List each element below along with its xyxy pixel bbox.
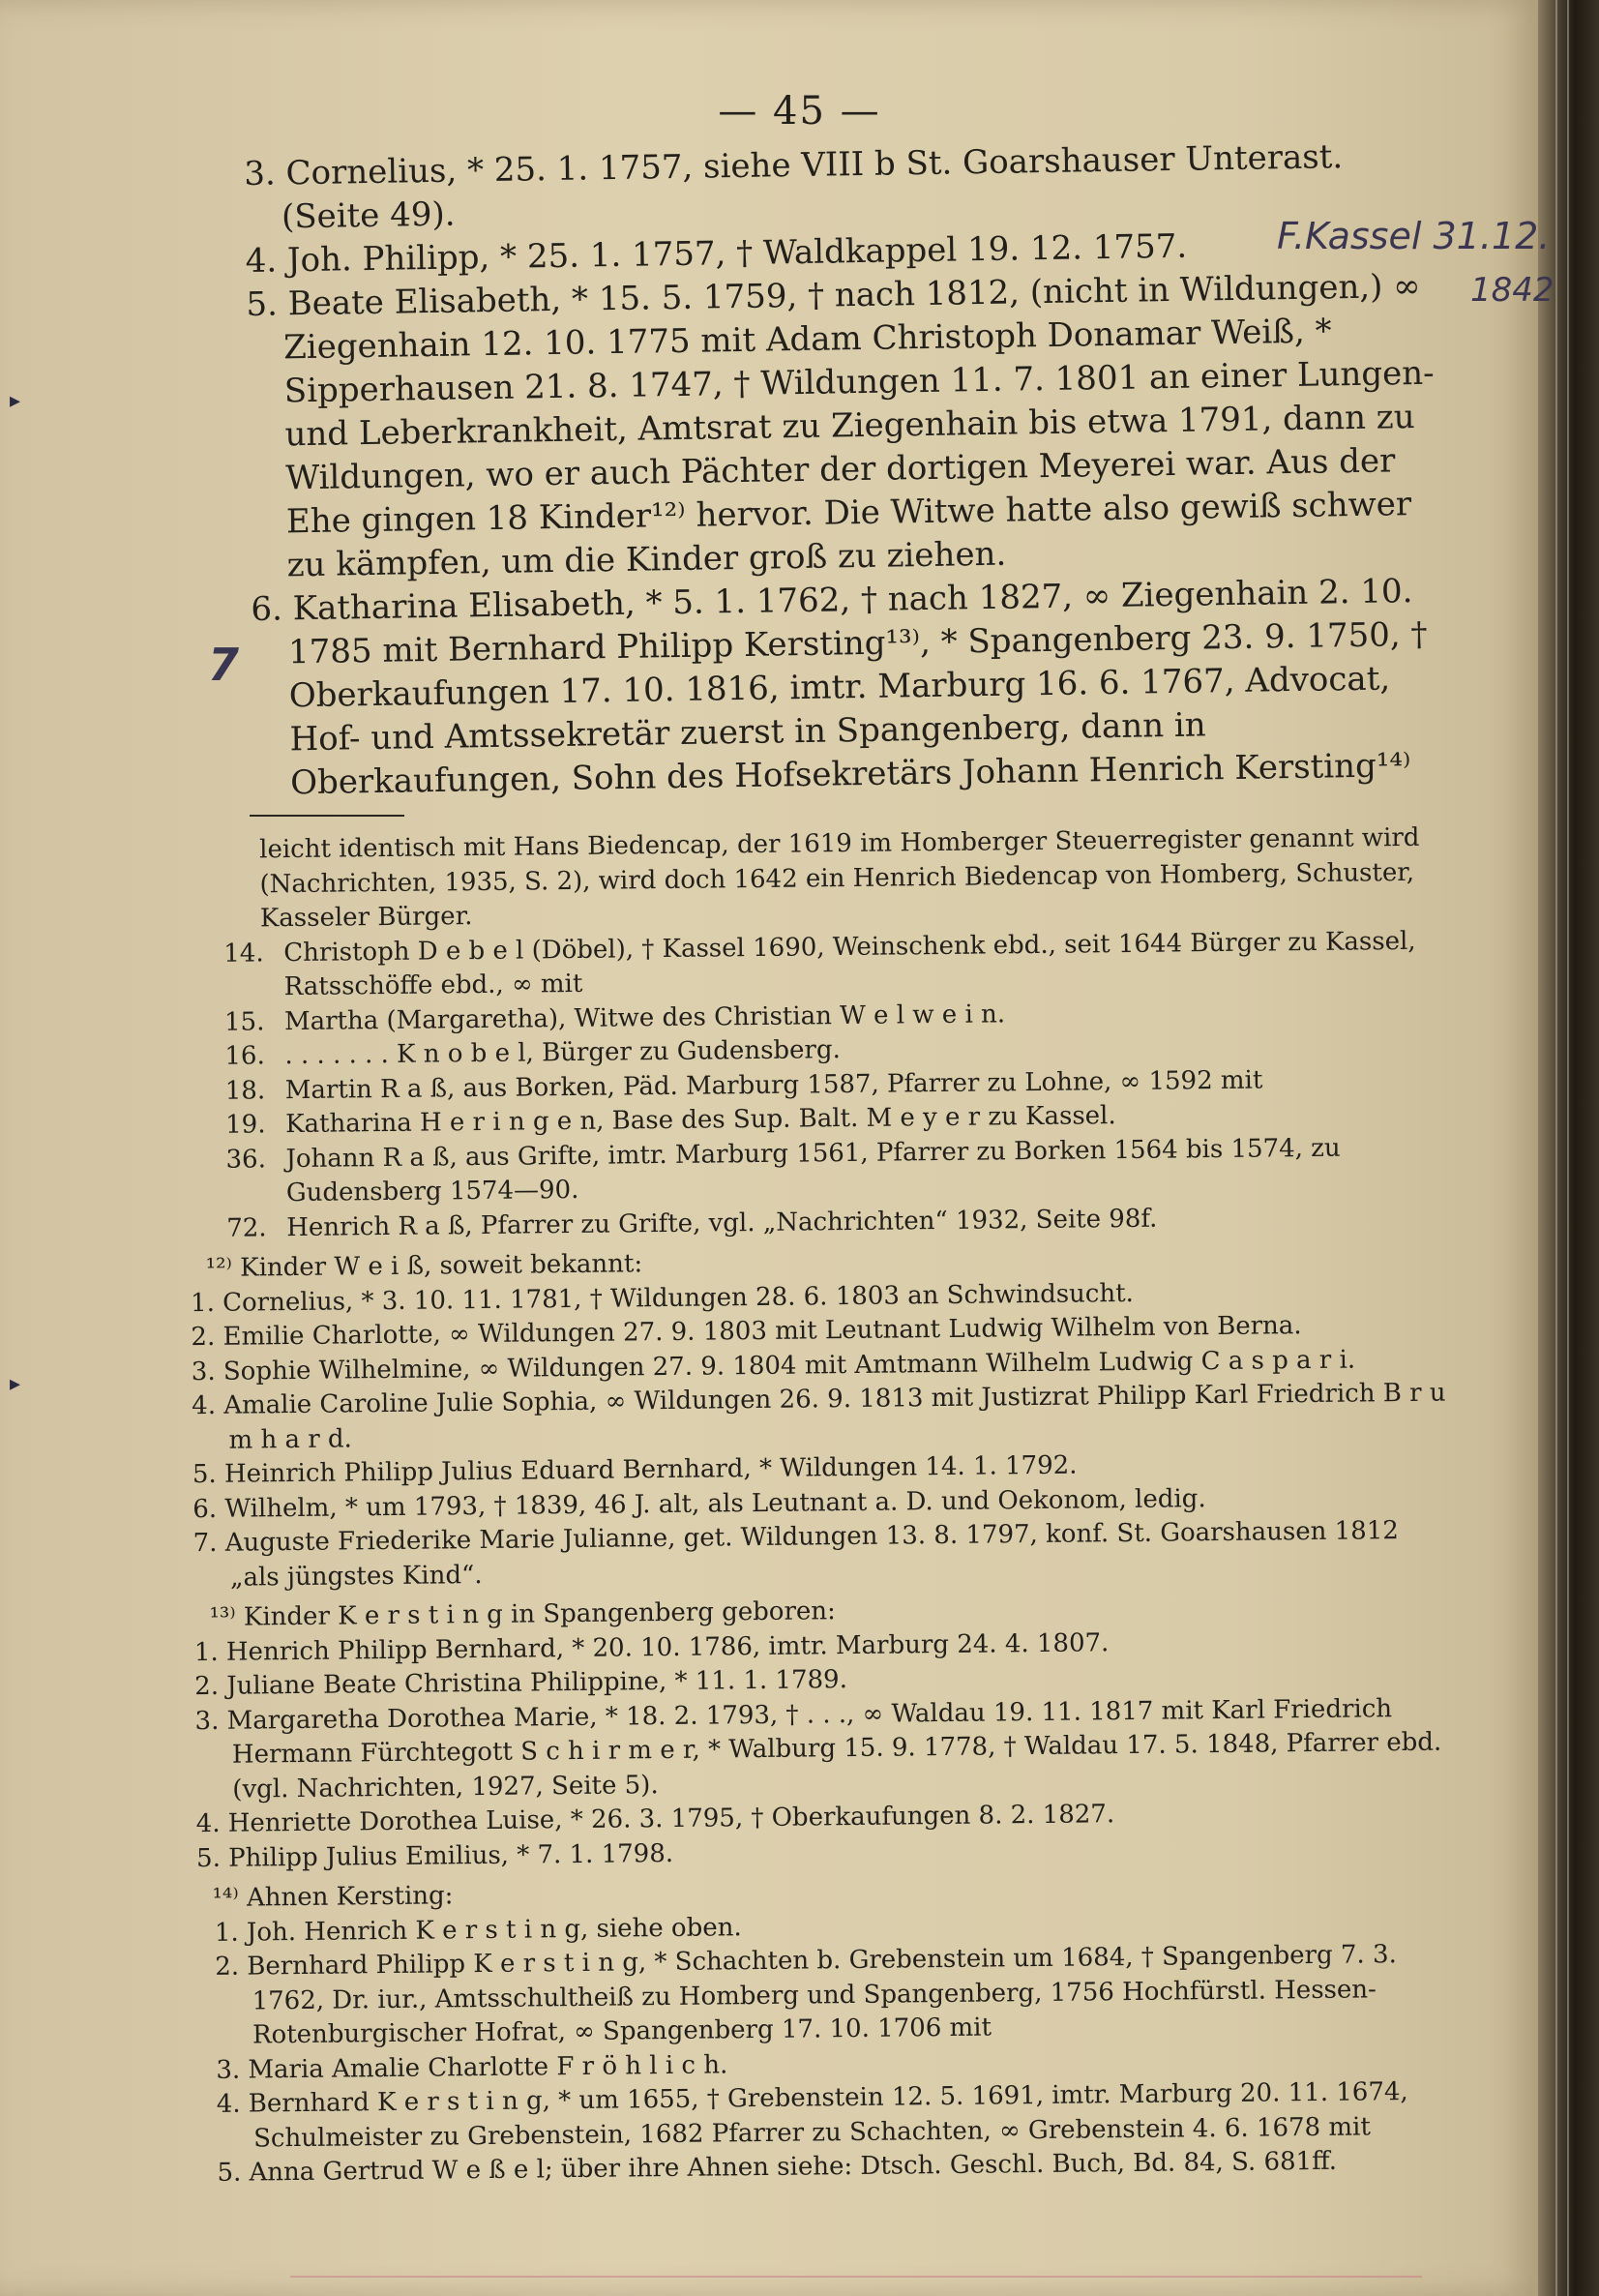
- ancestor-text: Martha (Margaretha), Witwe des Christian W e l w e i n.: [283, 999, 1006, 1036]
- footnote-12-heading: ¹²⁾ Kinder W e i ß, soweit bekannt:: [205, 1249, 643, 1283]
- footnote-13-item: 2. Juliane Beate Christina Philippine, * 11. 1. 1789.: [194, 1665, 848, 1702]
- footnote-13-item: 4. Henriette Dorothea Luise, * 26. 3. 1795, † Oberkaufungen 8. 2. 1827.: [195, 1800, 1115, 1839]
- ancestor-row: [204, 1130, 1445, 1211]
- footnote-14-item: 1. Joh. Henrich K e r s t i n g, siehe oben.: [214, 1912, 742, 1948]
- footnotes: [190, 821, 1456, 2192]
- book-gutter: [1538, 0, 1599, 2296]
- footnote-14-item: 4. Bernhard K e r s t i n g, * um 1655, † Grebenstein 12. 5. 1691, imtr. Marburg 20. 11. 1674, Schulmeister zu Grebenstein, 1682 Pfarrer zu Schachten, ∞ Grebenstein 4. 6. 1678 mit: [216, 2077, 1408, 2154]
- footnote-12-item: 2. Emilie Charlotte, ∞ Wildungen 27. 9. 1803 mit Leutnant Ludwig Wilhelm von Berna.: [191, 1311, 1302, 1353]
- footnote-12-item: 3. Sophie Wilhelmine, ∞ Wildungen 27. 9. 1804 mit Amtmann Wilhelm Ludwig C a s p a r i.: [191, 1345, 1356, 1387]
- handwritten-note-death-place: F.Kassel 31.12.: [1277, 215, 1551, 257]
- ancestor-number: 16.: [224, 1041, 265, 1071]
- footnote-13-item: 3. Margaretha Dorothea Marie, * 18. 2. 1793, † . . ., ∞ Waldau 19. 11. 1817 mit Karl Friedrich Hermann Fürchtegott S c h i r m e r, * Walburg 15. 9. 1778, † Waldau 17. 5. 1848, Pfarrer ebd. (vgl. Nachrichten, 1927, Seite 5).: [194, 1693, 1442, 1804]
- entry-5: 5. Beate Elisabeth, * 15. 5. 1759, † nach 1812, (nicht in Wildungen,) ∞ Ziegenhain 12. 10. 1775 mit Adam Christoph Donamar Weiß, * Sipperhausen 21. 8. 1747, † Wildungen 11. 7. 1801 an einer Lungen- und Leberkrankheit, Amtsrat zu Ziegenhain bis etwa 1791, dann zu Wildungen, wo er auch Pächter der dortigen Meyerei war. Aus der Ehe gingen 18 Kinder¹²⁾ hervor. Die Witwe hatte also gewiß schwer zu kämpfen, um die Kinder groß zu ziehen.: [246, 266, 1435, 585]
- footnote-13-item: 5. Philipp Julius Emilius, * 7. 1. 1798.: [195, 1838, 674, 1873]
- ancestor-text: . . . . . . . K n o b e l, Bürger zu Gudensberg.: [284, 1035, 841, 1071]
- entry-4: 4. Joh. Philipp, * 25. 1. 1757, † Waldkappel 19. 12. 1757.: [245, 226, 1188, 281]
- footnote-13-heading: ¹³⁾ Kinder K e r s t i n g in Spangenberg geboren:: [209, 1596, 836, 1632]
- ancestor-number: 72.: [226, 1212, 267, 1243]
- page-edge-line: [1567, 0, 1569, 2296]
- ancestor-number: 36.: [225, 1144, 267, 1175]
- ancestor-number: 14.: [223, 938, 264, 969]
- ancestor-text: Katharina H e r i n g e n, Base des Sup. Balt. M e y e r zu Kassel.: [284, 1101, 1116, 1140]
- footnote-14-item: 3. Maria Amalie Charlotte F r ö h l i c h.: [216, 2049, 728, 2085]
- ancestor-row: [202, 924, 1443, 1005]
- footnote-12-item: 7. Auguste Friederike Marie Julianne, get. Wildungen 13. 8. 1797, konf. St. Goarshausen 1812 „als jüngstes Kind“.: [192, 1516, 1399, 1593]
- ancestor-number: 18.: [224, 1075, 266, 1106]
- footnote-12-item: 5. Heinrich Philipp Julius Eduard Bernhard, * Wildungen 14. 1. 1792.: [192, 1450, 1078, 1490]
- handwritten-note-year: 1842: [1470, 271, 1555, 310]
- ancestor-number: 15.: [223, 1006, 265, 1037]
- ancestor-text: Martin R a ß, aus Borken, Päd. Marburg 1587, Pfarrer zu Lohne, ∞ 1592 mit: [284, 1065, 1263, 1105]
- footnote-14-item: 2. Bernhard Philipp K e r s t i n g, * Schachten b. Grebenstein um 1684, † Spangenberg 7. 3. 1762, Dr. iur., Amtsschultheiß zu Homberg und Spangenberg, 1756 Hochfürstl. Hessen-Rotenburgischer Hofrat, ∞ Spangenberg 17. 10. 1706 mit: [215, 1940, 1397, 2050]
- pencil-underline: [290, 2276, 1422, 2278]
- ancestor-number: 19.: [224, 1110, 266, 1140]
- footnote-continuation: leicht identisch mit Hans Biedencap, der 1619 im Homberger Steuerregister genannt wird (Nachrichten, 1935, S. 2), wird doch 1642 ein Henrich Biedencap von Homberg, Schuster, Kasseler Bürger.: [259, 822, 1420, 934]
- handwritten-margin-mark: 7: [208, 639, 240, 691]
- ancestor-text: Christoph D e b e l (Döbel), † Kassel 1690, Weinschenk ebd., seit 1644 Bürger zu Kassel, Ratsschöffe ebd., ∞ mit: [283, 926, 1416, 1002]
- footnote-12-item: 4. Amalie Caroline Julie Sophia, ∞ Wildungen 26. 9. 1813 mit Justizrat Philipp Karl Friedrich B r u m h a r d.: [192, 1378, 1446, 1455]
- main-text: [244, 134, 1445, 806]
- ancestor-list-raß: [202, 924, 1445, 1246]
- margin-tick-mark: ▸: [10, 389, 21, 413]
- entry-6: 6. Katharina Elisabeth, * 5. 1. 1762, † nach 1827, ∞ Ziegenhain 2. 10. 1785 mit Bernhard Philipp Kersting¹³⁾, * Spangenberg 23. 9. 1750, † Oberkaufungen 17. 10. 1816, imtr. Marburg 16. 6. 1767, Advocat, Hof- und Amtssekretär zuerst in Spangenberg, dann in Oberkaufungen, Sohn des Hofsekretärs Johann Henrich Kersting¹⁴⁾: [251, 572, 1428, 803]
- margin-tick-mark: ▸: [10, 1372, 21, 1396]
- footnote-12-item: 6. Wilhelm, * um 1793, † 1839, 46 J. alt, als Leutnant a. D. und Oekonom, ledig.: [192, 1483, 1206, 1524]
- page-edge-line: [1555, 0, 1557, 2296]
- page-number: — 45 —: [718, 89, 881, 134]
- footnote-14-heading: ¹⁴⁾ Ahnen Kersting:: [212, 1881, 454, 1913]
- entry-3: 3. Cornelius, * 25. 1. 1757, siehe VIII b St. Goarshauser Unterast. (Seite 49).: [244, 137, 1344, 237]
- footnote-12-item: 1. Cornelius, * 3. 10. 11. 1781, † Wildungen 28. 6. 1803 an Schwindsucht.: [190, 1278, 1135, 1318]
- footnote-14-item: 5. Anna Gertrud W e ß e l; über ihre Ahnen siehe: Dtsch. Geschl. Buch, Bd. 84, S. 681ff.: [217, 2146, 1338, 2188]
- ancestor-text: Johann R a ß, aus Grifte, imtr. Marburg 1561, Pfarrer zu Borken 1564 bis 1574, zu Gudensberg 1574—90.: [285, 1133, 1341, 1208]
- footnote-13-item: 1. Henrich Philipp Bernhard, * 20. 10. 1786, imtr. Marburg 24. 4. 1807.: [193, 1627, 1110, 1667]
- ancestor-text: Henrich R a ß, Pfarrer zu Grifte, vgl. „Nachrichten“ 1932, Seite 98f.: [286, 1204, 1158, 1242]
- footnote-separator: [250, 815, 404, 817]
